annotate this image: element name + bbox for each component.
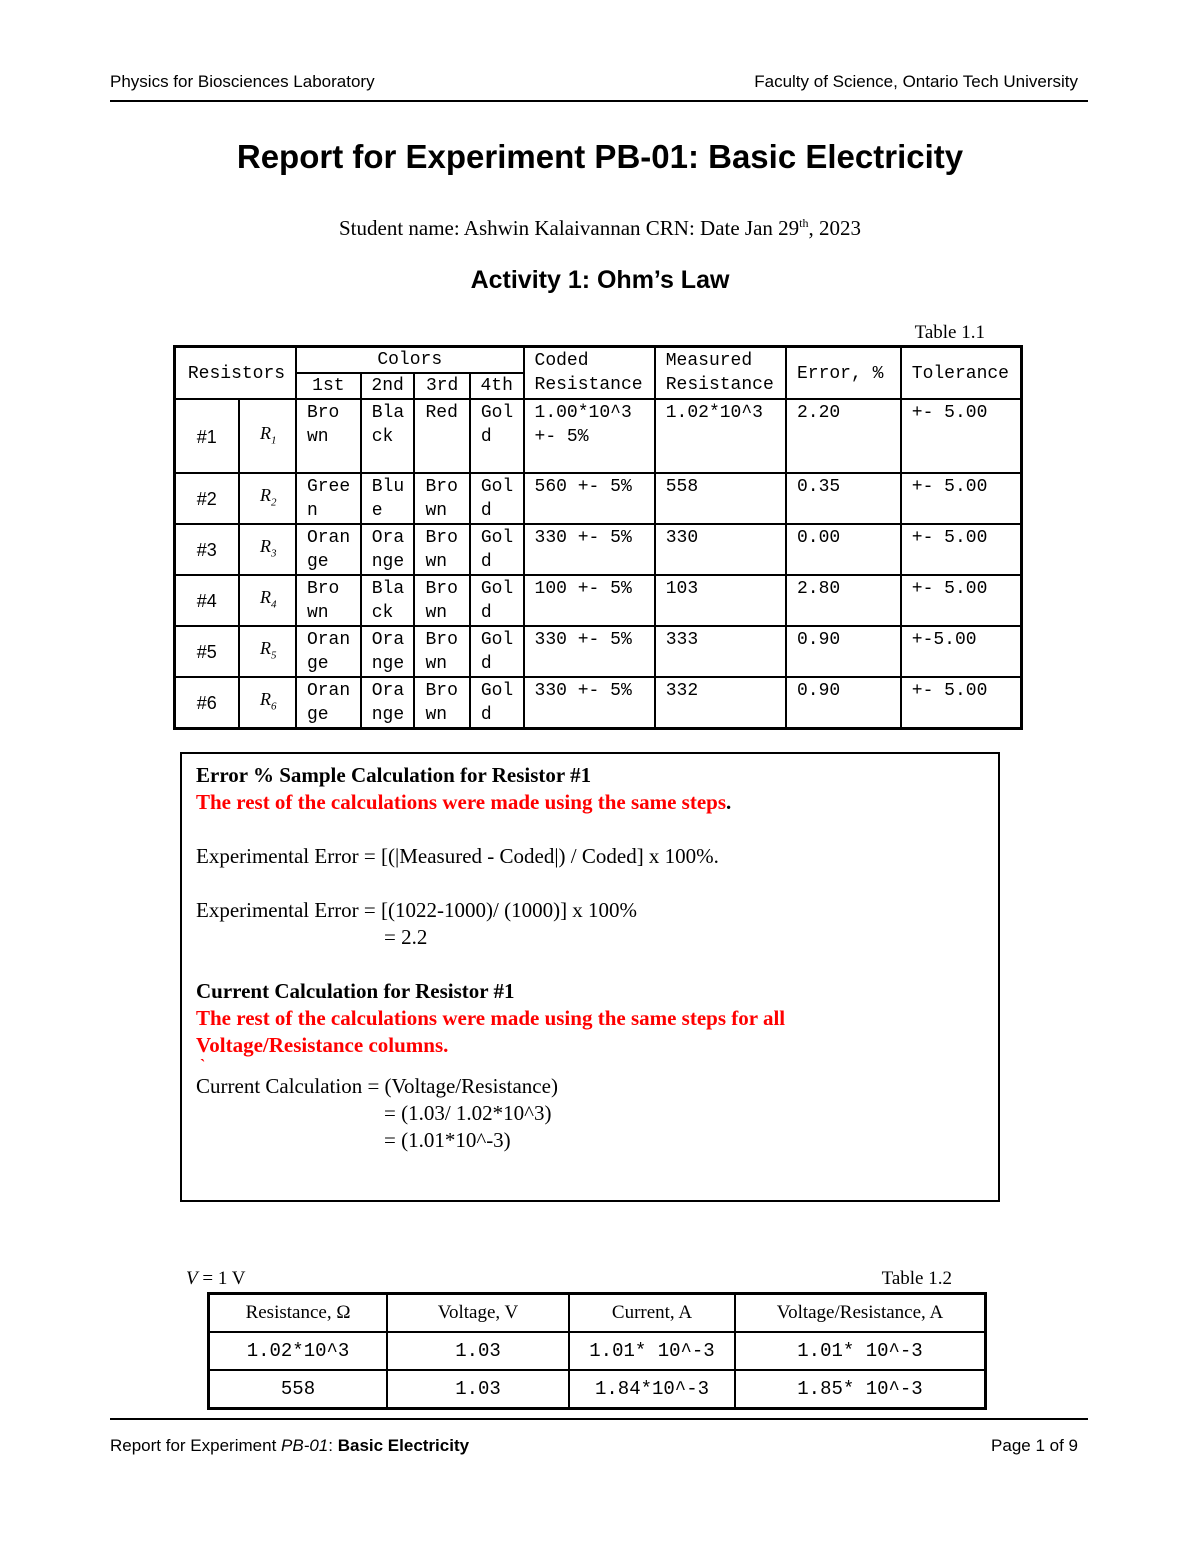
band-4-color: Gol d (470, 575, 524, 626)
band-3-color: Bro wn (414, 524, 469, 575)
resistor-symbol-subscript: 2 (271, 496, 277, 509)
table1-header-row (175, 347, 1022, 374)
coded-resistance: 100 +- 5% (524, 575, 655, 626)
table2-header-row (209, 1294, 986, 1333)
band-1-color: Oran ge (296, 626, 361, 677)
resistor-symbol (239, 524, 296, 575)
error-percent: 0.90 (786, 677, 901, 729)
table-row (175, 524, 1022, 575)
current-calc-note-line-2: Voltage/Resistance columns. (196, 1033, 449, 1057)
table-row (175, 473, 1022, 524)
error-percent: 2.20 (786, 399, 901, 473)
band-1-color: Oran ge (296, 677, 361, 729)
table1-caption: Table 1.1 (914, 322, 985, 343)
current-result: = (1.01*10^-3) (384, 1128, 511, 1152)
current-calc-note-line-1: The rest of the calculations were made using the same steps for all (196, 1006, 786, 1030)
band-2-color: Ora nge (361, 524, 415, 575)
voltage-over-resistance-value: 1.85* 10^-3 (735, 1370, 986, 1409)
footer-prefix: Report for Experiment (110, 1436, 282, 1455)
header-error: Error, % (786, 347, 901, 400)
voltage-setting (186, 1268, 245, 1290)
resistor-symbol (239, 677, 296, 729)
coded-resistance: 330 +- 5% (524, 524, 655, 575)
page-footer (110, 1418, 1088, 1455)
band-1-color: Oran ge (296, 524, 361, 575)
header-voltage: Voltage, V (387, 1294, 569, 1333)
header-institution: Faculty of Science, Ontario Tech University (754, 72, 1078, 91)
band-4-color: Gol d (470, 524, 524, 575)
resistor-symbol-letter: R (260, 422, 271, 443)
error-percent: 0.90 (786, 626, 901, 677)
header-band-3: 3rd (414, 373, 469, 399)
voltage-over-resistance-value: 1.01* 10^-3 (735, 1332, 986, 1370)
resistor-symbol-subscript: 3 (271, 547, 277, 560)
footer-experiment-name: Basic Electricity (337, 1436, 470, 1455)
activity-title: Activity 1: Ohm’s Law (470, 266, 730, 294)
footer-code: PB-01 (281, 1436, 329, 1455)
header-coded-resistance: Coded Resistance (524, 347, 655, 400)
measured-resistance: 1.02*10^3 (655, 399, 786, 473)
coded-resistance: 330 +- 5% (524, 677, 655, 729)
report-title: Report for Experiment PB-01: Basic Electricity (236, 138, 964, 175)
error-percent: 0.35 (786, 473, 901, 524)
table-row (175, 677, 1022, 729)
ohms-law-table (207, 1292, 987, 1410)
coded-resistance: 330 +- 5% (524, 626, 655, 677)
band-3-color: Bro wn (414, 626, 469, 677)
resistor-number: #3 (175, 524, 239, 575)
header-resistors: Resistors (175, 347, 296, 400)
resistor-symbol-letter: R (260, 587, 271, 608)
current-value: 1.84*10^-3 (569, 1370, 735, 1409)
tolerance: +- 5.00 (901, 524, 1022, 575)
error-percent: 2.80 (786, 575, 901, 626)
band-4-color: Gol d (470, 473, 524, 524)
band-3-color: Red (414, 399, 469, 473)
band-1-color: Bro wn (296, 399, 361, 473)
resistor-symbol-letter: R (260, 536, 271, 557)
current-substitution: = (1.03/ 1.02*10^3) (384, 1101, 552, 1125)
voltage-value: 1.03 (387, 1370, 569, 1409)
error-calc-heading: Error % Sample Calculation for Resistor #1 (196, 763, 592, 787)
header-voltage-over-resistance: Voltage/Resistance, A (735, 1294, 986, 1333)
error-percent: 0.00 (786, 524, 901, 575)
resistor-number: #5 (175, 626, 239, 677)
header-tolerance: Tolerance (901, 347, 1022, 400)
resistor-symbol-letter: R (260, 485, 271, 506)
date-superscript: th (799, 216, 809, 230)
tolerance: +-5.00 (901, 626, 1022, 677)
coded-resistance: 560 +- 5% (524, 473, 655, 524)
student-name-date: Student name: Ashwin Kalaivannan CRN: Date Jan 29 (338, 216, 800, 240)
band-3-color: Bro wn (414, 677, 469, 729)
measured-resistance: 333 (655, 626, 786, 677)
header-resistance: Resistance, Ω (209, 1294, 388, 1333)
table-row (209, 1370, 986, 1409)
resistor-symbol-subscript: 1 (271, 434, 277, 447)
sample-calculation-box (180, 752, 1000, 1202)
footer-separator: : (328, 1436, 338, 1455)
resistor-number: #2 (175, 473, 239, 524)
resistor-symbol-subscript: 6 (271, 700, 277, 713)
current-formula: Current Calculation = (Voltage/Resistance) (196, 1074, 558, 1098)
voltage-value: 1.03 (387, 1332, 569, 1370)
resistor-symbol-letter: R (260, 638, 271, 659)
voltage-symbol: V (186, 1268, 198, 1289)
band-4-color: Gol d (470, 677, 524, 729)
error-calc-note-text: The rest of the calculations were made using the same steps (196, 790, 727, 814)
tolerance: +- 5.00 (901, 473, 1022, 524)
band-2-color: Blu e (361, 473, 415, 524)
error-calc-note (196, 789, 998, 816)
band-2-color: Ora nge (361, 626, 415, 677)
footer-report-title (110, 1436, 469, 1456)
student-line (0, 216, 1200, 241)
table-row (175, 626, 1022, 677)
band-3-color: Bro wn (414, 575, 469, 626)
resistor-number: #6 (175, 677, 239, 729)
header-band-2: 2nd (361, 373, 415, 399)
table-row (209, 1332, 986, 1370)
resistance-value: 1.02*10^3 (209, 1332, 388, 1370)
stray-backtick: ` (200, 1057, 206, 1074)
band-2-color: Bla ck (361, 399, 415, 473)
blank-line (196, 870, 998, 897)
resistor-symbol (239, 575, 296, 626)
page-number: Page 1 of 9 (991, 1436, 1078, 1455)
current-value: 1.01* 10^-3 (569, 1332, 735, 1370)
error-calc-note-period: . (726, 790, 732, 814)
resistor-table (173, 345, 1023, 730)
resistor-symbol (239, 626, 296, 677)
page-header (110, 70, 1088, 102)
tolerance: +- 5.00 (901, 677, 1022, 729)
blank-line (196, 816, 998, 843)
resistance-value: 558 (209, 1370, 388, 1409)
blank-line (196, 951, 998, 978)
measured-resistance: 332 (655, 677, 786, 729)
table-row (175, 399, 1022, 473)
measured-resistance: 558 (655, 473, 786, 524)
date-year: , 2023 (808, 216, 862, 240)
band-2-color: Ora nge (361, 677, 415, 729)
header-band-4: 4th (470, 373, 524, 399)
measured-resistance: 330 (655, 524, 786, 575)
band-2-color: Bla ck (361, 575, 415, 626)
header-course-title: Physics for Biosciences Laboratory (110, 72, 375, 91)
voltage-value: = 1 V (197, 1268, 246, 1289)
header-measured-resistance: Measured Resistance (655, 347, 786, 400)
band-4-color: Gol d (470, 399, 524, 473)
resistor-symbol-subscript: 5 (271, 649, 277, 662)
resistor-number: #4 (175, 575, 239, 626)
band-3-color: Bro wn (414, 473, 469, 524)
tolerance: +- 5.00 (901, 399, 1022, 473)
tolerance: +- 5.00 (901, 575, 1022, 626)
band-1-color: Bro wn (296, 575, 361, 626)
table-row (175, 575, 1022, 626)
resistor-number: #1 (175, 399, 239, 473)
band-1-color: Gree n (296, 473, 361, 524)
resistor-symbol-letter: R (260, 689, 271, 710)
current-calc-heading: Current Calculation for Resistor #1 (196, 979, 515, 1003)
coded-resistance: 1.00*10^3 +- 5% (524, 399, 655, 473)
resistor-symbol (239, 399, 296, 473)
error-result: = 2.2 (384, 925, 428, 949)
resistor-symbol-subscript: 4 (271, 598, 277, 611)
header-colors: Colors (296, 347, 524, 374)
error-formula: Experimental Error = [(|Measured - Coded|) / Coded] x 100%. (196, 844, 719, 868)
error-substitution: Experimental Error = [(1022-1000)/ (1000)] x 100% (196, 898, 638, 922)
header-band-1: 1st (296, 373, 361, 399)
band-4-color: Gol d (470, 626, 524, 677)
measured-resistance: 103 (655, 575, 786, 626)
resistor-symbol (239, 473, 296, 524)
header-current: Current, A (569, 1294, 735, 1333)
table2-caption: Table 1.2 (881, 1268, 952, 1289)
